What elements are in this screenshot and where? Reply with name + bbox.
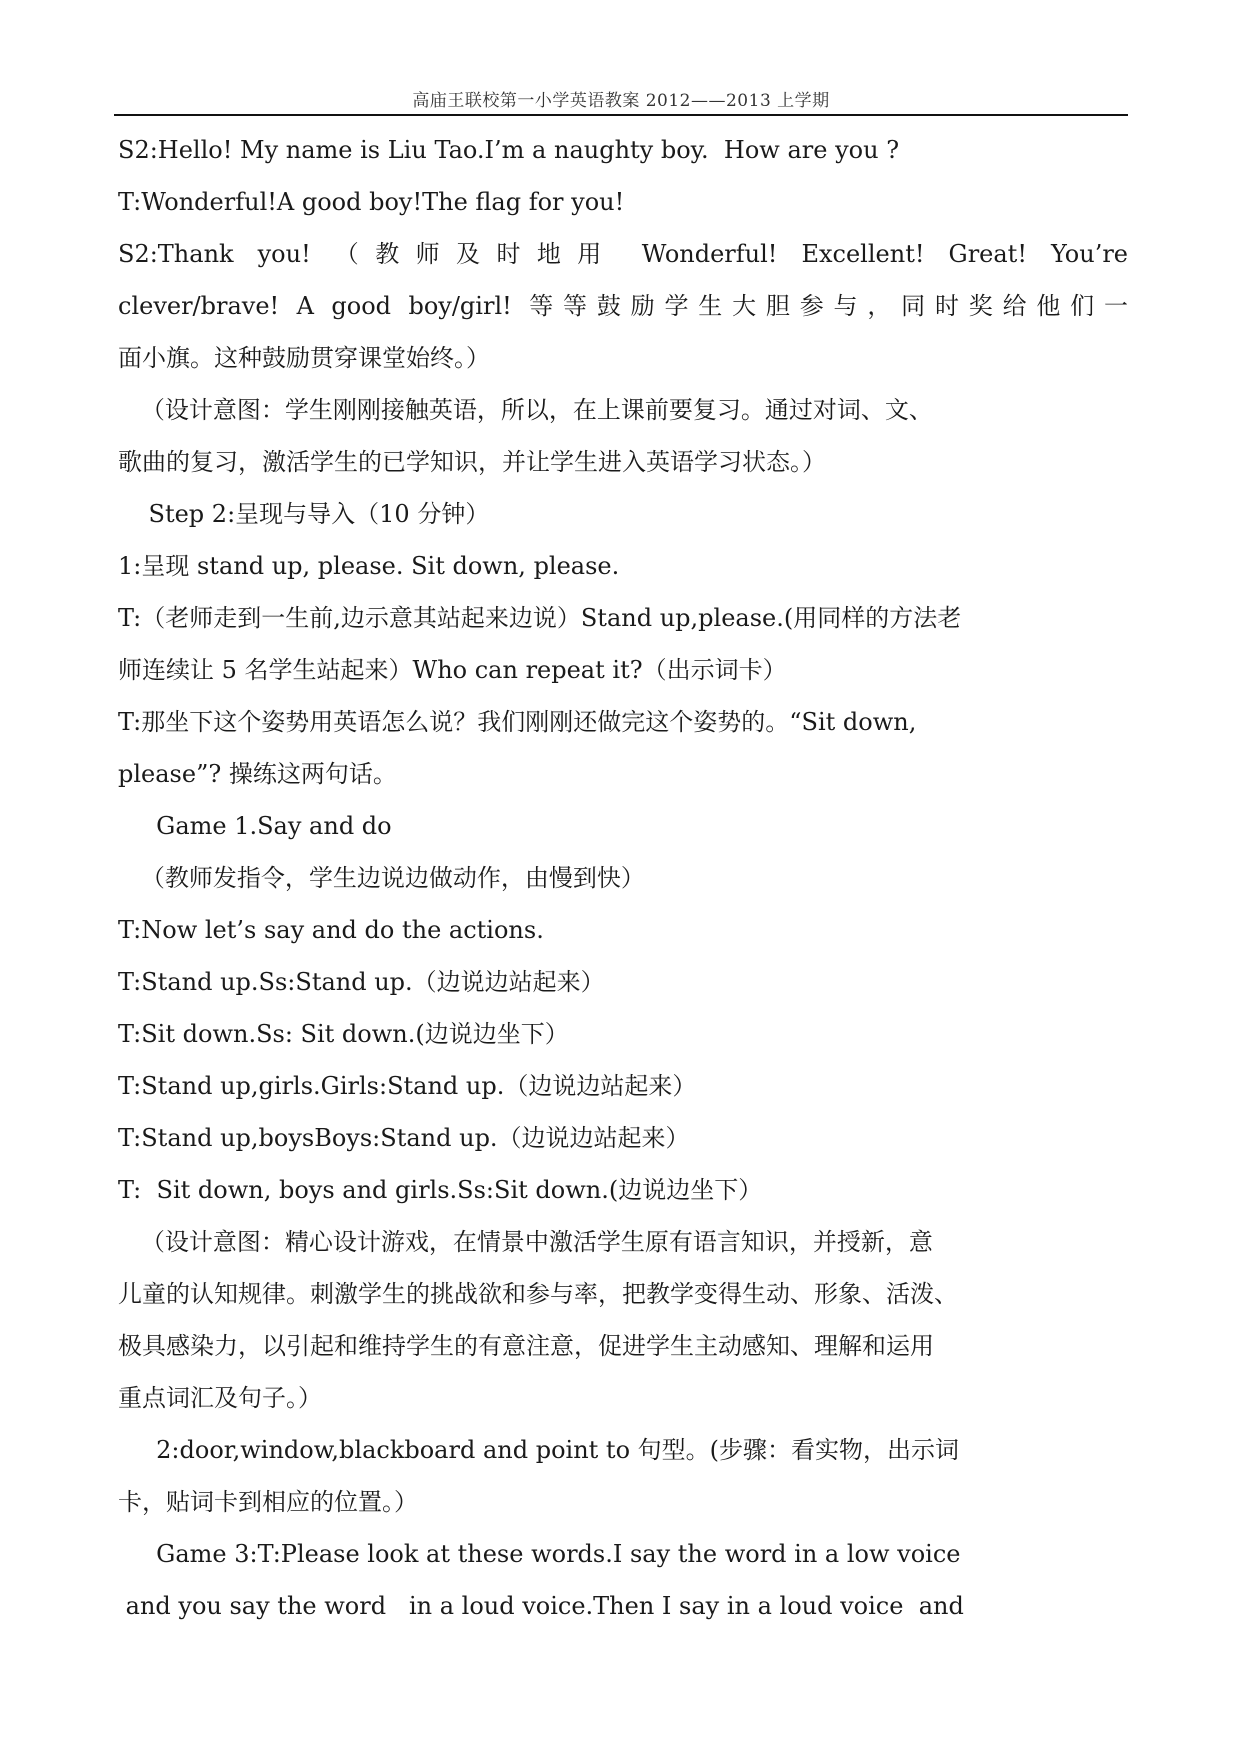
- text-line: 师连续让 5 名学生站起来）Who can repeat it?（出示词卡）: [118, 656, 787, 684]
- text-line: please”? 操练这两句话。: [118, 760, 397, 788]
- dialogue-line: T:Now let’s say and do the actions.: [118, 916, 544, 944]
- dialogue-line: T:Stand up,boysBoys:Stand up.（边说边站起来）: [118, 1124, 690, 1152]
- text-line: S2:Thank you! （教师及时地用 Wonderful! Excellent! Great! You’re: [118, 240, 1128, 268]
- page-header: 高庙王联校第一小学英语教案 2012——2013 上学期: [412, 91, 830, 111]
- text-line: 儿童的认知规律。刺激学生的挑战欲和参与率，把教学变得生动、形象、活泼、: [118, 1280, 958, 1308]
- game-heading: Game 1.Say and do: [118, 812, 392, 840]
- text-line: 歌曲的复习，激活学生的已学知识，并让学生进入英语学习状态。）: [118, 448, 826, 476]
- step-heading: Step 2:呈现与导入（10 分钟）: [118, 500, 490, 528]
- text-line: 重点词汇及句子。）: [118, 1384, 322, 1412]
- text-line: 2:door,window,blackboard and point to 句型。(步骤：看实物，出示词: [118, 1436, 960, 1464]
- design-intent-line: （设计意图：精心设计游戏，在情景中激活学生原有语言知识，并授新，意: [118, 1228, 933, 1256]
- text-line: 极具感染力，以引起和维持学生的有意注意，促进学生主动感知、理解和运用: [118, 1332, 934, 1360]
- header-divider: [114, 114, 1128, 116]
- lesson-plan-body: [118, 124, 1128, 1632]
- text-line: T:Wonderful!A good boy!The flag for you!: [118, 188, 625, 216]
- text-line: and you say the word in a loud voice.Then I say in a loud voice and: [118, 1592, 964, 1620]
- dialogue-line: T: Sit down, boys and girls.Ss:Sit down.(边说边坐下）: [118, 1176, 763, 1204]
- text-line: T:（老师走到一生前,边示意其站起来边说）Stand up,please.(用同样的方法老: [118, 604, 962, 632]
- text-line: 1:呈现 stand up, please. Sit down, please.: [118, 552, 620, 580]
- text-line: （教师发指令，学生边说边做动作，由慢到快）: [118, 864, 645, 892]
- game-heading: Game 3:T:Please look at these words.I say the word in a low voice: [118, 1540, 961, 1568]
- text-line: S2:Hello! My name is Liu Tao.I’m a naughty boy. How are you ?: [118, 136, 900, 164]
- text-line: 卡，贴词卡到相应的位置。）: [118, 1488, 418, 1516]
- text-line: clever/brave! A good boy/girl! 等等鼓励学生大胆参与，同时奖给他们一: [118, 292, 1128, 320]
- design-intent-line: （设计意图：学生刚刚接触英语，所以，在上课前要复习。通过对词、文、: [118, 396, 933, 424]
- dialogue-line: T:Stand up,girls.Girls:Stand up.（边说边站起来）: [118, 1072, 697, 1100]
- text-line: T:那坐下这个姿势用英语怎么说？我们刚刚还做完这个姿势的。“Sit down,: [118, 708, 917, 736]
- text-line: 面小旗。这种鼓励贯穿课堂始终。）: [118, 344, 490, 372]
- dialogue-line: T:Sit down.Ss: Sit down.(边说边坐下）: [118, 1020, 569, 1048]
- dialogue-line: T:Stand up.Ss:Stand up.（边说边站起来）: [118, 968, 605, 996]
